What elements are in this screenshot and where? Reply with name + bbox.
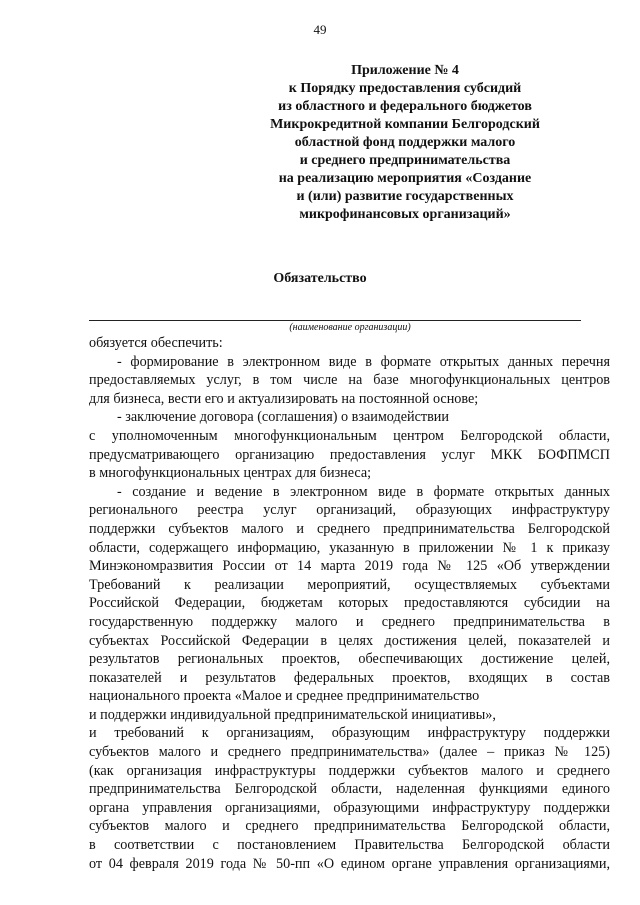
text-line-justified — [89, 408, 610, 427]
text-line: с уполномоченным многофункциональным центром Белгородской области, — [89, 427, 610, 444]
page-number: 49 — [313, 22, 327, 37]
text-line: субъектов малого и среднего предпринимательства Белгородской области, — [89, 818, 610, 835]
text-line: субъектов малого и среднего предпринимательства» (далее – приказ № 125) — [89, 744, 610, 761]
word: предпринимательской — [274, 706, 408, 723]
text-line: органа управления организациями, образующими инфраструктуру поддержки — [89, 799, 610, 816]
word: национального — [89, 688, 180, 705]
document-title: Обязательство — [273, 271, 367, 286]
appendix-line: и (или) развитие государственных — [296, 189, 514, 204]
word: заключение — [125, 409, 197, 426]
text-line: в соответствии с постановлением Правительства Белгородской области — [89, 837, 610, 854]
text-line: - формирование в электронном виде в формате открытых данных перечня — [117, 353, 610, 370]
text-line: регионального реестра услуг организаций, образующих инфраструктуру — [89, 502, 610, 519]
text-line: области, содержащего информацию, указанную в приложении № 1 к приказу — [89, 539, 610, 556]
appendix-line: из областного и федерального бюджетов — [278, 99, 532, 114]
word: инициативы», — [411, 706, 496, 723]
text-line: - создание и ведение в электронном виде в формате открытых данных — [117, 483, 610, 500]
word: - — [117, 409, 122, 426]
appendix-line: Микрокредитной компании Белгородский — [270, 117, 540, 132]
text-line: Минэкономразвития России от 14 марта 2019 года № 125 «Об утверждении — [89, 558, 610, 575]
word: «Малое — [234, 688, 282, 705]
text-line: Требований к реализации мероприятий, осуществляемых субъектами — [89, 576, 610, 593]
organization-name-blank — [89, 320, 581, 321]
word: среднее — [296, 688, 344, 705]
appendix-line: на реализацию мероприятия «Создание — [278, 171, 532, 186]
text-line: обязуется обеспечить: — [89, 335, 223, 351]
appendix-line: Приложение № 4 — [351, 63, 459, 78]
word: и — [285, 688, 293, 705]
text-line: показателей и результатов федеральных проектов, входящих в состав — [89, 669, 610, 686]
text-line: предпринимательства Белгородской области, наделенная функциями единого — [89, 781, 610, 798]
text-line: предусматривающего организацию предоставления услуг МКК БОФПМСП — [89, 446, 610, 463]
text-line: Российской Федерации, бюджетам которых предоставляются субсидии на — [89, 595, 610, 612]
appendix-line: микрофинансовых организаций» — [299, 207, 511, 222]
word: проекта — [183, 688, 232, 705]
organization-name-caption: (наименование организации) — [289, 322, 411, 333]
word: предпринимательство — [346, 688, 480, 705]
text-line: и требований к организациям, образующим инфраструктуру поддержки — [89, 725, 610, 742]
word: и — [89, 706, 97, 723]
text-line: предоставляемых услуг, в том числе на базе многофункциональных центров — [89, 372, 610, 389]
word: (соглашения) — [257, 409, 338, 426]
text-line-justified — [89, 706, 610, 725]
text-line: поддержки субъектов малого и среднего предпринимательства Белгородской — [89, 520, 610, 537]
text-line: субъектах Российской Федерации в целях достижения целей, показателей и — [89, 632, 610, 649]
text-line-justified — [89, 687, 610, 706]
appendix-line: к Порядку предоставления субсидий — [288, 81, 522, 96]
body-text — [89, 334, 610, 873]
appendix-heading — [255, 62, 555, 224]
appendix-line: и среднего предпринимательства — [299, 153, 511, 168]
word: поддержки — [100, 706, 167, 723]
text-line: от 04 февраля 2019 года № 50-пп «О едином органе управления организациями, — [89, 855, 610, 872]
text-line: государственную поддержку малого и среднего предпринимательства в — [89, 613, 610, 630]
word: индивидуальной — [170, 706, 271, 723]
text-line: результатов региональных проектов, обеспечивающих достижение целей, — [89, 651, 610, 668]
word: договора — [199, 409, 254, 426]
word: о — [341, 409, 349, 426]
word: взаимодействии — [351, 409, 449, 426]
text-line: (как организация инфраструктуры поддержки субъектов малого и среднего — [89, 762, 610, 779]
text-line: для бизнеса, вести его и актуализировать на постоянной основе; — [89, 390, 479, 407]
text-line: в многофункциональных центрах для бизнеса; — [89, 465, 372, 482]
appendix-line: областной фонд поддержки малого — [294, 135, 516, 150]
